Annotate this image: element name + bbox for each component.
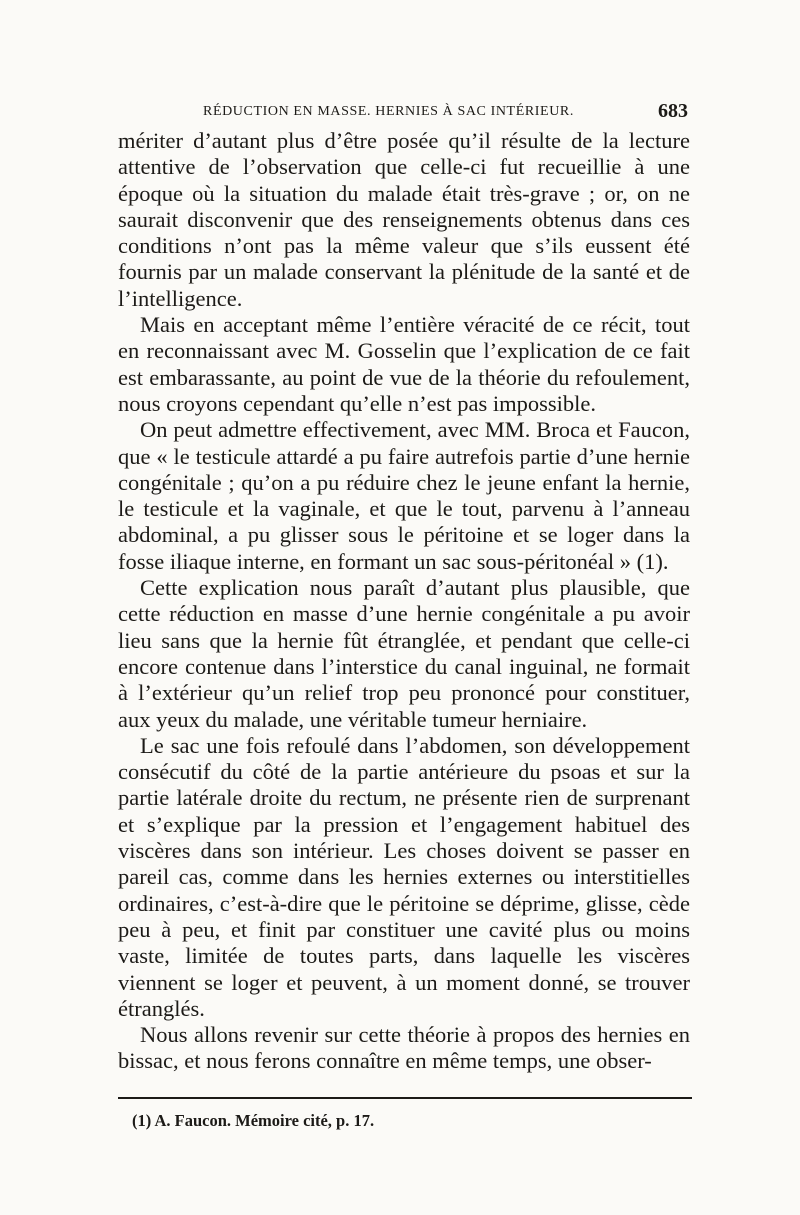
body-text [118, 128, 690, 1075]
footnote-rule [118, 1097, 692, 1099]
page-header [118, 100, 690, 126]
paragraph: On peut admettre effectivement, avec MM. Broca et Faucon, que « le testicule attardé a pu faire autrefois partie d’une hernie congénitale ; qu’on a pu réduire chez le jeune enfant la hernie, le testicule et la vaginale, et que le tout, parvenu à l’anneau abdominal, a pu glisser sous le péritoine et se loger dans la fosse iliaque interne, en formant un sac sous-péritonéal » (1). [118, 417, 690, 574]
footnote: (1) A. Faucon. Mémoire cité, p. 17. [132, 1111, 375, 1130]
paragraph: Cette explication nous paraît d’autant plus plausible, que cette réduction en masse d’une hernie congénitale a pu avoir lieu sans que la hernie fût étranglée, et pendant que celle-ci encore contenue dans l’interstice du canal inguinal, ne formait à l’extérieur qu’un relief trop peu prononcé pour constituer, aux yeux du malade, une véritable tumeur herniaire. [118, 575, 690, 732]
page-number: 683 [658, 100, 688, 122]
running-head: RÉDUCTION EN MASSE. HERNIES À SAC INTÉRIEUR. [203, 104, 574, 119]
paragraph: Le sac une fois refoulé dans l’abdomen, son développement consécutif du côté de la partie antérieure du psoas et sur la partie latérale droite du rectum, ne présente rien de surprenant et s’explique par la pression et l’engagement habituel des viscères dans son intérieur. Les choses doivent se passer en pareil cas, comme dans les hernies externes ou interstitielles ordinaires, c’est-à-dire que le péritoine se déprime, glisse, cède peu à peu, et finit par constituer une cavité plus ou moins vaste, limitée de toutes parts, dans laquelle les viscères viennent se loger et peuvent, à un moment donné, se trouver étranglés. [118, 732, 690, 1021]
paragraph: Mais en acceptant même l’entière véracité de ce récit, tout en reconnaissant avec M. Gosselin que l’explication de ce fait est embarassante, au point de vue de la théorie du refoulement, nous croyons cependant qu’elle n’est pas impossible. [118, 312, 690, 416]
paragraph: Nous allons revenir sur cette théorie à propos des hernies en bissac, et nous ferons connaître en même temps, une obser- [118, 1022, 690, 1074]
paragraph-continuation: mériter d’autant plus d’être posée qu’il résulte de la lecture attentive de l’observation que celle-ci fut recueillie à une époque où la situation du malade était très-grave ; or, on ne saurait disconvenir que des renseignements obtenus dans ces conditions n’ont pas la même valeur que s’ils eussent été fournis par un malade conservant la plénitude de la santé et de l’intelligence. [118, 128, 690, 311]
